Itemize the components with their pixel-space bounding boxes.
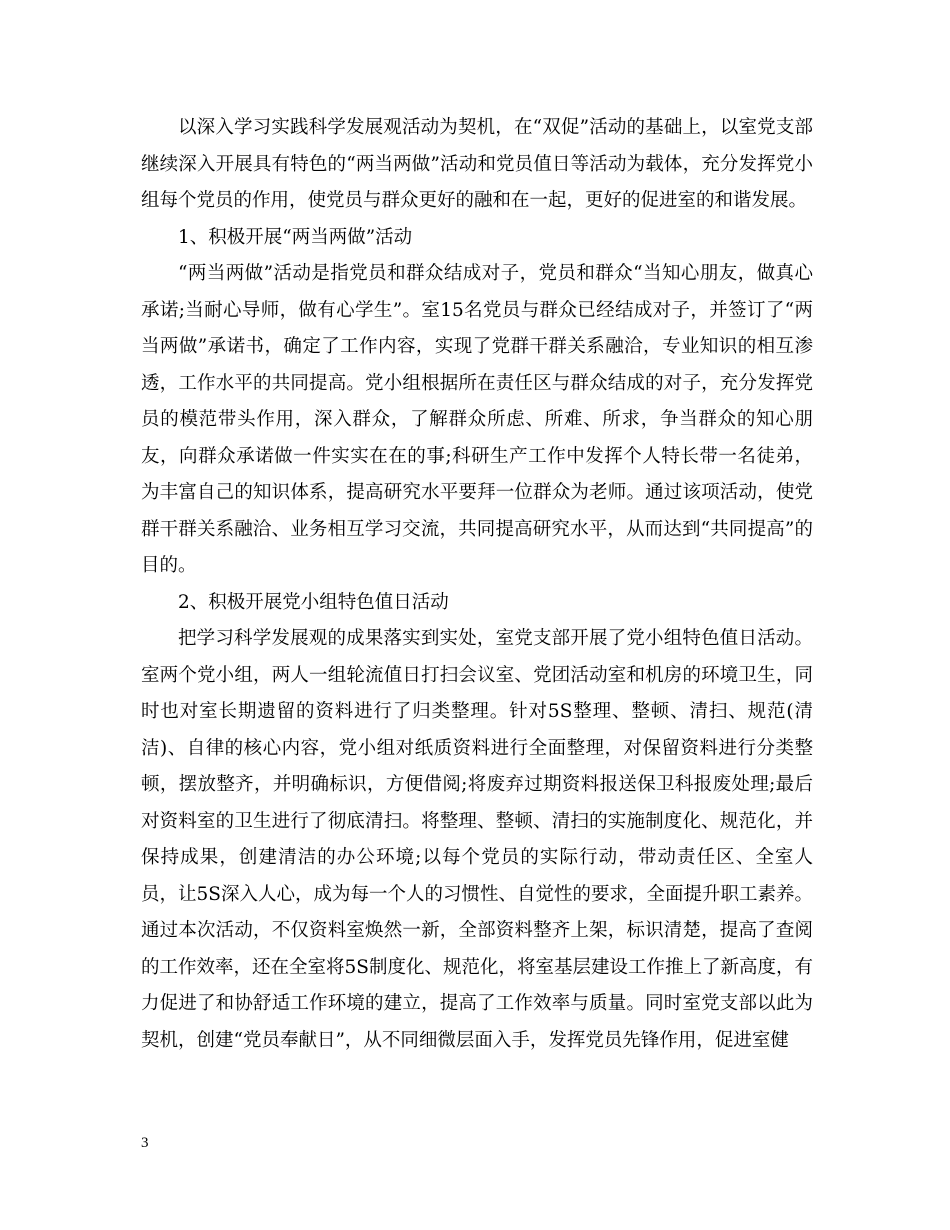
section-heading-2: 2、积极开展党小组特色值日活动	[178, 591, 449, 613]
paragraph-intro: 以深入学习实践科学发展观活动为契机，在“双促”活动的基础上，以室党支部继续深入开展具有特色的“两当两做”活动和党员值日等活动为载体，充分发挥党小组每个党员的作用，使党员与群众更好的融和在一起，更好的促进室的和谐发展。	[141, 117, 813, 211]
paragraph-section-1: “两当两做”活动是指党员和群众结成对子，党员和群众“当知心朋友，做真心承诺;当耐心导师，做有心学生”。室15名党员与群众已经结成对子，并签订了“两当两做”承诺书，确定了工作内容，实现了党群干群关系融洽，专业知识的相互渗透，工作水平的共同提高。党小组根据所在责任区与群众结成的对子，充分发挥党员的模范带头作用，深入群众，了解群众所虑、所难、所求，争当群众的知心朋友，向群众承诺做一件实实在在的事;科研生产工作中发挥个人特长带一名徒弟，为丰富自己的知识体系，提高研究水平要拜一位群众为老师。通过该项活动，使党群干群关系融洽、业务相互学习交流，共同提高研究水平，从而达到“共同提高”的目的。	[141, 263, 813, 576]
page-number: 3	[141, 1135, 149, 1151]
document-body	[141, 110, 813, 1059]
paragraph-section-2: 把学习科学发展观的成果落实到实处，室党支部开展了党小组特色值日活动。室两个党小组，两人一组轮流值日打扫会议室、党团活动室和机房的环境卫生，同时也对室长期遗留的资料进行了归类整理。针对5S整理、整顿、清扫、规范(清洁)、自律的核心内容，党小组对纸质资料进行全面整理，对保留资料进行分类整顿，摆放整齐，并明确标识，方便借阅;将废弃过期资料报送保卫科报废处理;最后对资料室的卫生进行了彻底清扫。将整理、整顿、清扫的实施制度化、规范化，并保持成果，创建清洁的办公环境;以每个党员的实际行动，带动责任区、全室人员，让5S深入人心，成为每一个人的习惯性、自觉性的要求，全面提升职工素养。通过本次活动，不仅资料室焕然一新，全部资料整齐上架，标识清楚，提高了查阅的工作效率，还在全室将5S制度化、规范化，将室基层建设工作推上了新高度，有力促进了和协舒适工作环境的建立，提高了工作效率与质量。同时室党支部以此为契机，创建“党员奉献日”，从不同细微层面入手，发挥党员先锋作用，促进室健	[141, 628, 813, 1051]
section-heading-1: 1、积极开展“两当两做”活动	[178, 226, 413, 248]
